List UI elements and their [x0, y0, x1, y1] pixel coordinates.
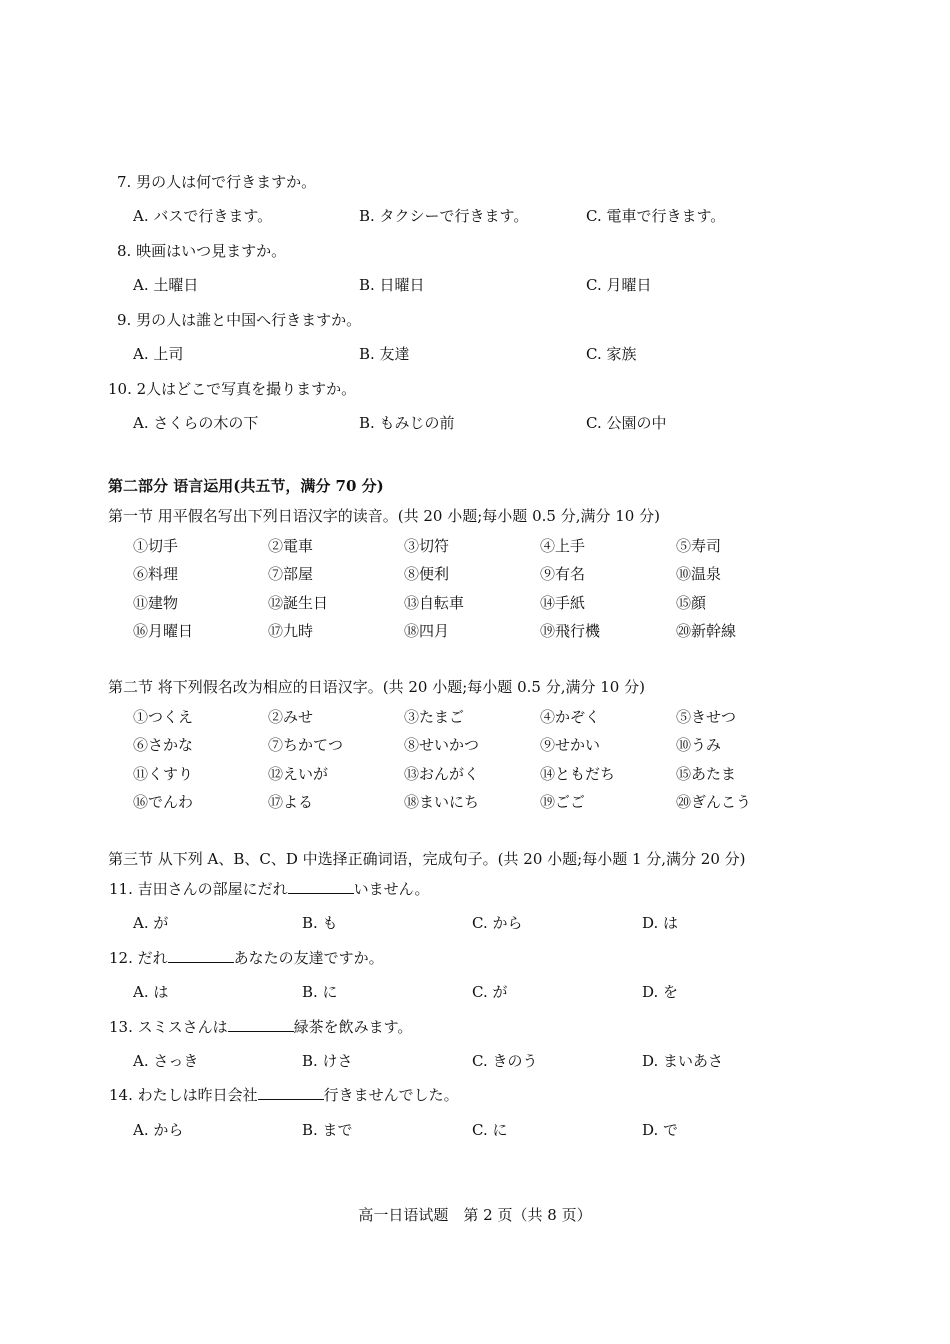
grid-item: ⑫えいが	[268, 765, 329, 783]
grid-item: ⑱まいにち	[404, 793, 480, 811]
grid-row	[0, 792, 950, 812]
grid-item: ⑧便利	[404, 565, 450, 583]
grid-item: ⑭手紙	[540, 594, 586, 612]
option: C. から	[472, 914, 523, 932]
option: C. に	[472, 1121, 508, 1139]
grid-item: ⑫誕生日	[268, 594, 329, 612]
option: B. 友達	[359, 345, 410, 363]
question-7-options	[0, 206, 950, 226]
grid-row	[0, 764, 950, 784]
section3-title: 第三节 从下列 A、B、C、D 中选择正确词语，完成句子。(共 20 小题;每小题 1 分,满分 20 分)	[108, 850, 746, 868]
grid-row	[0, 564, 950, 584]
question-stem-end: あなたの友達ですか。	[233, 949, 384, 967]
grid-item: ⑯でんわ	[133, 793, 194, 811]
option: D. まいあさ	[642, 1052, 724, 1070]
question-8: 8. 映画はいつ見ますか。	[117, 242, 287, 260]
grid-item: ⑯月曜日	[133, 622, 194, 640]
option: A. 上司	[133, 345, 184, 363]
option: D. は	[642, 914, 679, 932]
question-stem: 13. スミスさんは	[109, 1018, 228, 1036]
question-14	[109, 1085, 459, 1105]
option: C. 家族	[586, 345, 637, 363]
grid-item: ①つくえ	[133, 708, 194, 726]
option: A. さくらの木の下	[133, 414, 259, 432]
grid-item: ⑦部屋	[268, 565, 314, 583]
option: D. を	[642, 983, 679, 1001]
option: B. タクシーで行きます。	[359, 207, 529, 225]
option: B. に	[302, 983, 338, 1001]
grid-item: ⑦ちかてつ	[268, 736, 344, 754]
grid-item: ⑥料理	[133, 565, 179, 583]
grid-item: ⑪建物	[133, 594, 179, 612]
question-11-options	[0, 913, 950, 933]
option: A. は	[133, 983, 169, 1001]
grid-item: ⑬自転車	[404, 594, 465, 612]
grid-item: ⑧せいかつ	[404, 736, 480, 754]
grid-item: ⑲ごご	[540, 793, 586, 811]
option: A. さっき	[133, 1052, 199, 1070]
option: B. まで	[302, 1121, 353, 1139]
question-12-options	[0, 982, 950, 1002]
grid-item: ⑤きせつ	[676, 708, 737, 726]
question-10-options	[0, 413, 950, 433]
answer-blank	[258, 1085, 324, 1100]
question-stem-end: いません。	[353, 880, 430, 898]
option: A. バスで行きます。	[133, 207, 273, 225]
grid-item: ⑪くすり	[133, 765, 194, 783]
grid-row	[0, 621, 950, 641]
grid-row	[0, 735, 950, 755]
answer-blank	[228, 1017, 294, 1032]
grid-item: ①切手	[133, 537, 179, 555]
section2-title: 第二节 将下列假名改为相应的日语汉字。(共 20 小题;每小题 0.5 分,满分 10 分)	[108, 678, 645, 696]
question-stem: 14. わたしは昨日会社	[109, 1086, 258, 1104]
grid-item: ⑤寿司	[676, 537, 722, 555]
question-12	[109, 948, 384, 968]
part2-title: 第二部分 语言运用(共五节，满分 70 分)	[108, 477, 384, 495]
option: A. から	[133, 1121, 184, 1139]
question-11	[109, 879, 430, 899]
section1-title: 第一节 用平假名写出下列日语汉字的读音。(共 20 小题;每小题 0.5 分,满分 10 分)	[108, 507, 660, 525]
grid-item: ⑭ともだち	[540, 765, 616, 783]
option: C. 月曜日	[586, 276, 652, 294]
question-stem: 11. 吉田さんの部屋にだれ	[109, 880, 288, 898]
option: B. 日曜日	[359, 276, 425, 294]
grid-item: ⑬おんがく	[404, 765, 480, 783]
option: A. 土曜日	[133, 276, 199, 294]
option: C. 公園の中	[586, 414, 667, 432]
grid-item: ⑩温泉	[676, 565, 722, 583]
grid-item: ⑳新幹線	[676, 622, 737, 640]
grid-item: ②電車	[268, 537, 314, 555]
grid-item: ⑰九時	[268, 622, 314, 640]
grid-row	[0, 536, 950, 556]
grid-item: ③切符	[404, 537, 450, 555]
grid-item: ⑮顔	[676, 594, 707, 612]
grid-item: ⑰よる	[268, 793, 314, 811]
grid-item: ⑱四月	[404, 622, 450, 640]
grid-item: ④かぞく	[540, 708, 601, 726]
question-13	[109, 1017, 412, 1037]
option: C. が	[472, 983, 508, 1001]
option: D. で	[642, 1121, 679, 1139]
question-8-options	[0, 275, 950, 295]
option: C. 電車で行きます。	[586, 207, 726, 225]
grid-item: ⑮あたま	[676, 765, 737, 783]
question-14-options	[0, 1120, 950, 1140]
question-stem-end: 行きませんでした。	[323, 1086, 459, 1104]
question-13-options	[0, 1051, 950, 1071]
option: A. が	[133, 914, 169, 932]
question-9: 9. 男の人は誰と中国へ行きますか。	[117, 311, 362, 329]
grid-item: ④上手	[540, 537, 586, 555]
grid-item: ⑥さかな	[133, 736, 194, 754]
question-7: 7. 男の人は何で行きますか。	[117, 173, 317, 191]
option: B. もみじの前	[359, 414, 455, 432]
grid-item: ②みせ	[268, 708, 314, 726]
option: C. きのう	[472, 1052, 538, 1070]
page-footer: 高一日语试题 第 2 页（共 8 页）	[358, 1206, 592, 1224]
answer-blank	[288, 879, 354, 894]
grid-item: ⑨せかい	[540, 736, 601, 754]
grid-item: ⑨有名	[540, 565, 586, 583]
option: B. も	[302, 914, 338, 932]
question-stem-end: 緑茶を飲みます。	[293, 1018, 413, 1036]
answer-blank	[168, 948, 234, 963]
grid-row	[0, 593, 950, 613]
grid-item: ⑳ぎんこう	[676, 793, 752, 811]
question-9-options	[0, 344, 950, 364]
grid-item: ⑲飛行機	[540, 622, 601, 640]
grid-item: ③たまご	[404, 708, 465, 726]
question-10: 10. 2人はどこで写真を撮りますか。	[108, 380, 357, 398]
option: B. けさ	[302, 1052, 353, 1070]
grid-item: ⑩うみ	[676, 736, 722, 754]
grid-row	[0, 707, 950, 727]
question-stem: 12. だれ	[109, 949, 168, 967]
